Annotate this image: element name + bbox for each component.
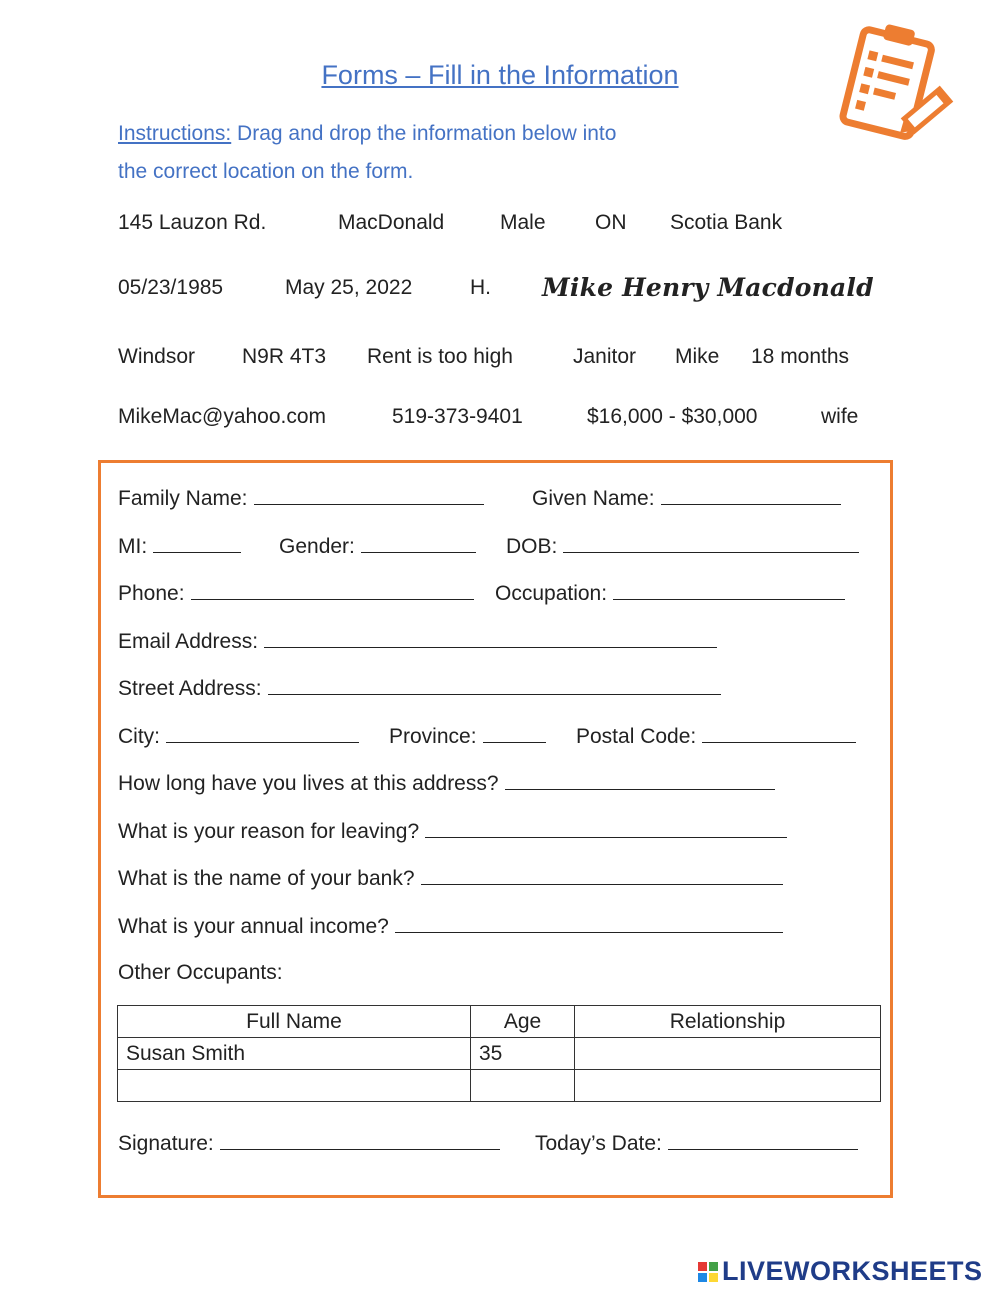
table-header-row — [118, 1006, 881, 1038]
logo-blocks-icon — [698, 1262, 718, 1282]
street-address-field — [118, 676, 721, 701]
todays-date-label: Today’s Date: — [535, 1132, 662, 1155]
instructions-text-1: Drag and drop the information below into — [231, 122, 617, 145]
page-title: Forms – Fill in the Information — [321, 60, 679, 90]
word-chip[interactable]: 519-373-9401 — [392, 405, 523, 428]
family-name-field — [118, 486, 484, 511]
relationship-dropzone[interactable] — [575, 1038, 881, 1070]
relationship-dropzone[interactable] — [575, 1070, 881, 1102]
mi-label: MI: — [118, 535, 148, 558]
bank-field — [118, 866, 783, 891]
col-age: Age — [471, 1006, 575, 1038]
word-chip[interactable]: Male — [500, 211, 546, 234]
signature-field — [118, 1131, 500, 1156]
word-chip[interactable]: Windsor — [118, 345, 196, 368]
phone-field — [118, 581, 474, 606]
occupation-dropzone[interactable] — [613, 581, 845, 600]
instructions-line-2: the correct location on the form. — [118, 160, 414, 183]
gender-dropzone[interactable] — [361, 534, 476, 553]
age-dropzone[interactable] — [471, 1070, 575, 1102]
gender-field — [279, 534, 476, 559]
other-occupants-label: Other Occupants: — [118, 961, 283, 984]
given-name-field — [532, 486, 841, 511]
word-chip[interactable]: May 25, 2022 — [285, 276, 413, 299]
reason-dropzone[interactable] — [425, 819, 787, 838]
postal-code-field — [576, 724, 856, 749]
word-chip[interactable]: $16,000 - $30,000 — [587, 405, 758, 428]
bank-dropzone[interactable] — [421, 866, 783, 885]
email-field — [118, 629, 717, 654]
reason-field — [118, 819, 787, 844]
todays-date-field — [535, 1131, 858, 1156]
occupants-table — [117, 1005, 881, 1102]
mi-field — [118, 534, 241, 559]
given-name-label: Given Name: — [532, 487, 655, 510]
how-long-label: How long have you lives at this address? — [118, 772, 499, 795]
city-dropzone[interactable] — [166, 724, 359, 743]
province-field — [389, 724, 546, 749]
signature-chip[interactable]: Mike Henry Macdonald — [542, 273, 874, 302]
phone-dropzone[interactable] — [191, 581, 474, 600]
street-address-label: Street Address: — [118, 677, 262, 700]
word-chip[interactable]: Mike — [675, 345, 720, 368]
cell-age: 35 — [471, 1038, 575, 1070]
city-label: City: — [118, 725, 160, 748]
reason-label: What is your reason for leaving? — [118, 820, 420, 843]
instructions-label: Instructions: — [118, 122, 232, 145]
signature-label: Signature: — [118, 1132, 214, 1155]
table-row — [118, 1070, 881, 1102]
city-field — [118, 724, 359, 749]
occupation-label: Occupation: — [495, 582, 608, 605]
word-chip[interactable]: Scotia Bank — [670, 211, 783, 234]
table-row — [118, 1038, 881, 1070]
email-dropzone[interactable] — [264, 629, 717, 648]
dob-dropzone[interactable] — [563, 534, 859, 553]
col-relationship: Relationship — [575, 1006, 881, 1038]
word-chip[interactable]: 05/23/1985 — [118, 276, 224, 299]
word-chip[interactable]: MikeMac@yahoo.com — [118, 405, 327, 428]
cell-full-name: Susan Smith — [118, 1038, 471, 1070]
todays-date-dropzone[interactable] — [668, 1131, 858, 1150]
liveworksheets-logo — [698, 1256, 983, 1287]
signature-dropzone[interactable] — [220, 1131, 500, 1150]
income-label: What is your annual income? — [118, 915, 389, 938]
postal-code-dropzone[interactable] — [702, 724, 856, 743]
word-chip[interactable]: MacDonald — [338, 211, 445, 234]
instructions-line-1 — [118, 122, 616, 146]
clipboard-pencil-icon — [832, 20, 962, 150]
word-chip[interactable]: 18 months — [751, 345, 850, 368]
bank-label: What is the name of your bank? — [118, 867, 415, 890]
given-name-dropzone[interactable] — [661, 486, 841, 505]
mi-dropzone[interactable] — [153, 534, 241, 553]
full-name-dropzone[interactable] — [118, 1070, 471, 1102]
family-name-label: Family Name: — [118, 487, 248, 510]
income-field — [118, 914, 783, 939]
word-chip[interactable]: 145 Lauzon Rd. — [118, 211, 267, 234]
gender-label: Gender: — [279, 535, 355, 558]
col-full-name: Full Name — [118, 1006, 471, 1038]
postal-code-label: Postal Code: — [576, 725, 697, 748]
how-long-field — [118, 771, 775, 796]
word-chip[interactable]: N9R 4T3 — [242, 345, 327, 368]
family-name-dropzone[interactable] — [254, 486, 484, 505]
province-label: Province: — [389, 725, 477, 748]
word-chip[interactable]: H. — [470, 276, 491, 299]
word-chip[interactable]: Janitor — [573, 345, 637, 368]
word-chip[interactable]: ON — [595, 211, 627, 234]
income-dropzone[interactable] — [395, 914, 783, 933]
how-long-dropzone[interactable] — [505, 771, 775, 790]
province-dropzone[interactable] — [483, 724, 546, 743]
street-address-dropzone[interactable] — [268, 676, 721, 695]
occupation-field — [495, 581, 845, 606]
dob-label: DOB: — [506, 535, 558, 558]
logo-text: LIVEWORKSHEETS — [722, 1256, 983, 1286]
word-chip[interactable]: wife — [821, 405, 859, 428]
dob-field — [506, 534, 859, 559]
phone-label: Phone: — [118, 582, 185, 605]
word-chip[interactable]: Rent is too high — [367, 345, 513, 368]
email-label: Email Address: — [118, 630, 259, 653]
